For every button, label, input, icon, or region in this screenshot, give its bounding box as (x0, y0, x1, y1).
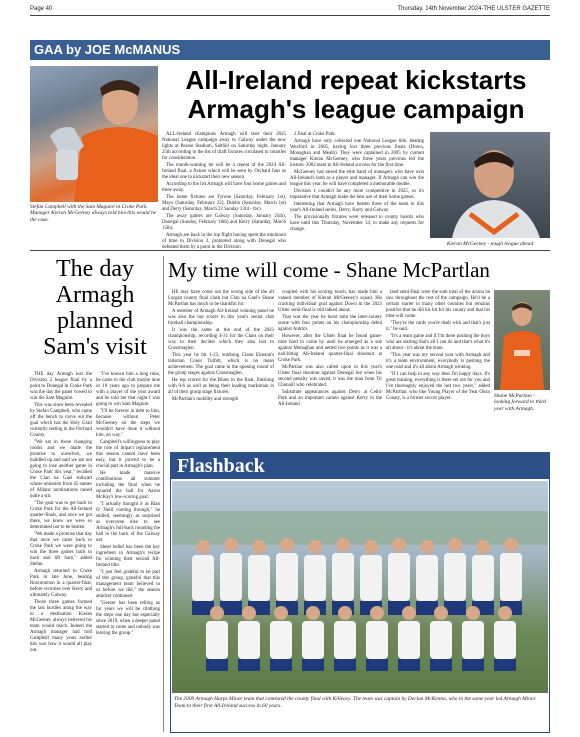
column-divider (163, 256, 164, 732)
main-col2-para: 2 final at Croke Park. (294, 132, 336, 137)
story-divider (30, 250, 550, 251)
sam-col2-para: "I just feel grateful to be part of this group, grateful that this management team believed in us before we did," the season attacker continued. (96, 570, 160, 599)
sam-col1-para: Armagh returned to Croke Park in late June, beating Roscommon in a quarter-final, before victories over Kerry and ultimately Galway. (30, 569, 92, 598)
main-col2-para: The provisionally fixtures were released to county boards who have until this Thursday, November 14, to make any requests for change. (290, 215, 424, 232)
mcpartlan-photo-caption: Shane McPartlan - looking forward to third year with Armagh. (494, 393, 546, 412)
sam-col2-para: Sheer belief has been the key ingredient in Armagh's recipe for winning their second All-Ireland title. (96, 545, 160, 568)
sam-col2-para: "I've known him a long time, he came to the club maybe nine or 10 years ago to prepare me with a player of the year award and he told me that night I was going to win Sam Maguire. (96, 372, 160, 407)
sam-col2-para: He made massive contributions all summer including the final when he squared the ball for Aaron McKay's low-scoring goal. (96, 471, 160, 500)
mcgeeney-caption: Kieran McGeeney - tough league ahead (446, 241, 534, 247)
sam-col1-para: "The goal was to get back to Croke Park for the All-Ireland quarter-finals, and once we got there, we knew we were so determined not to be beaten. (30, 501, 92, 530)
main-col2-para: Interesting that Armagh have beaten three of the team in this year's All-Ireland series, Derry, Kerry and Galway. (290, 202, 424, 213)
mcpartlan-col2-para: That was the year he burst onto the inter-county scene with four points on his championship debut against Antrim. (278, 315, 382, 332)
mcpartlan-col2-para: However, after the Ulster final he found game-time hard to come by until he emerged as a sub against Monaghan and netted two points as it was a nail-biting All-Ireland quarter-final shootout at Croke Park. (278, 334, 382, 363)
sam-col1-para: This was since been revealed by Stefan Campbell, who came off the bench to carve out the goal which has the Holy Grail currently resting in the Orchard County. (30, 403, 92, 438)
publication-date: Thursday, 14th November 2024-THE ULSTER GAZETTE (397, 6, 550, 12)
main-headline-line1: All-Ireland repeat kickstarts (185, 65, 527, 95)
main-col1-para: Armagh are back in the top flight having spent the minimum of time in Division 2, promoted along with Donegal who defeated them by a point in the Division (162, 233, 286, 250)
main-story-col-2 (290, 132, 424, 242)
mcpartlan-photo (494, 290, 550, 390)
sam-col2-para: Campbell's willingness to play the role of impact replacement this season cannot have been easy, but it proved to be a crucial part in Armagh's plan. (96, 440, 160, 469)
folio-rule (30, 15, 550, 16)
mcpartlan-col3-para: land semi-final were the sum total of the action he saw throughout the rest of the campaign. He'd be a certain starter in many other counties but remains positive that he did his bit for his county and that his time will come. (386, 290, 490, 319)
mcpartlan-col-3 (386, 290, 490, 450)
main-col1-para: According to the list Armagh will have four home games and three away. (162, 182, 286, 193)
mcpartlan-col1-para: A member of Armagh All-Ireland winning panel he was also the top scorer in this year's senior club football championship. (168, 309, 274, 326)
campbell-photo-caption: Stefan Campbell with the Sam Maguire in Croke Park. Manager Kieran McGeeney always told him this would be the case. (30, 204, 157, 223)
mcpartlan-col3-para: "If I can help in any way then I'm happy days. It's great training, everything is there set out for you and I've thoroughly enjoyed the last two years," added McPartlan, who like Young Player of the Year Oisin Conaty, is a former soccer player. (386, 372, 490, 401)
sam-col1-para: Those three games formed the last hurdles along the way to a destination Kieran McGeeney always believed his team would reach. Indeed the Armagh manager had told Campbell many years earlier this was how it would all play out. (30, 600, 92, 653)
main-col2-para: McGeeney has raised the elite band of managers who have won All-Ireland's both as a player and manager. If Armagh can win the league this year, he will have completed a memorable double. (290, 170, 424, 187)
sam-col2-para: "I actually thought it as Rian O' Neill coming through," he smiled, seemingly as surprised as everyone else to see Armagh's full-back rounding the ball to the back of the Galway net. (96, 502, 160, 543)
mcpartlan-col-2 (278, 290, 382, 450)
main-col1-para: The away games are Galway (Saturday, January 25th), Donegal (Sunday, February 16th) and Kerry (Saturday, March 15th). (162, 214, 286, 231)
sam-visit-col-1 (30, 372, 92, 732)
mcpartlan-col2-para: McPartlan was also called upon in this year's Ulster final shootout against Donegal but when his second penalty was saved, it was the man from Tir Chonaill who celebrated. (278, 365, 382, 388)
sam-col1-para: "We made a promise that day that once we came back to Croke Park we were going to win the three games back to back and lift Sam," added Stefan. (30, 532, 92, 567)
mcpartlan-col3-para: "It's a team game and if I'm there pushing the boys who are starting that's all I can do and that's what it's all about - it's about the team. (386, 334, 490, 351)
sam-col1-para: THE day Armagh lost the Division 2 league final by a point to Donegal in Croke Park was the day the panel vowed to win the Sam Maguire. (30, 372, 92, 401)
main-col2-para: Division 1 couldn't be any more competitive in 2025, so it's imperative that Armagh make the best use of their home games. (290, 189, 424, 200)
main-headline-line2: Armagh's league campaign (187, 94, 525, 124)
sam-col2-para: "I'll be forever in debt to him, because without Peter McGeeney on the steps we wouldn't have done it without him, no way." (96, 409, 160, 438)
sam-visit-col-2 (96, 372, 160, 732)
flashback-caption: The 2009 Armagh Harps Minor team that contested the county final with Killeavy. The team was captain by Declan McKenna, who in the same year led Armagh Minor Team to their first All-Ireland success in 60 years. (174, 696, 536, 709)
mcpartlan-col-1 (168, 290, 274, 450)
main-col1-para: The home fixtures are Tyrone (Saturday, February 1st), Mayo (Saturday, February 22), Dublin (Saturday, March 1st) and Derry (Saturday, March 22 Sunday 23rd - tbc). (162, 195, 286, 212)
section-banner: GAA by JOE McMANUS (30, 40, 550, 60)
sam-col2-para: "Geezer has been telling us for years we will be climbing the steps one day but especially since 2019, when a deeper panel started to come and nobody was leaving the group." (96, 601, 160, 636)
main-col1-para: The month-warning tie will be a repeat of the 2024 All-Ireland final, a fixture which will be seen by Orchard fans as the ideal one to kickstart their new season. (162, 163, 286, 180)
sam-visit-headline: The day Armagh planned Sam's visit (43, 256, 147, 360)
mcpartlan-col1-para: HE may have come out the wrong side of the all Lurgan county final clash but Clan na Gael's Shane McPartlan has much to be thankful for. (168, 290, 274, 307)
mcpartlan-col1-para: He top scored for the Blues in the final, finishing with 0-6 as well as being their leading marksman in all of their group stage fixtures. (168, 378, 274, 395)
mcpartlan-col2-para: coupled with his scoring touch, has made him a valued member of Kieran McGeeney's squad. His cracking individual goal against Down in the 2023 Ulster semi-final is still talked about. (278, 290, 382, 313)
mcpartlan-col1-para: It was the same at the end of the 2023 championship, recording 4-31 for the Clans on their way to their decider which they also lost to Crossmaglen. (168, 328, 274, 351)
mcpartlan-col3-para: "They're the cards you're dealt with and that's just it," he said. (386, 321, 490, 332)
campbell-celebration-photo (30, 66, 158, 202)
mcpartlan-col2-para: Substitute appearances against Derry at Celtic Park and an important cameo against Kerry in the All-Ireland (278, 390, 382, 407)
main-story-col-1 (162, 132, 286, 250)
mcpartlan-col3-para: "This year was my second year with Armagh and it's a team environment, everybody is pushing the one road and it's all about Armagh winning. (386, 353, 490, 370)
sam-col1-para: "We sat in those changing rooms and we made the promise to ourselves, we huddled up and said we are not going to lose another game in Croke Park this year," recalled the Clan na Gael stalwart whose omission from 45 names of Allianz nominations raised quite a stir. (30, 440, 92, 499)
flashback-team-photo (172, 481, 548, 693)
main-col2-para: Armagh have only collected one National League title, beating Wexford in 2005, having lost three previous finals (Down, Monaghan and Meath). They were captained in 2005 by current manager Kieran McGeeney, who three years previous led the historic 2002 team to All-Ireland success for the first time. (290, 139, 424, 168)
mcpartlan-headline: My time will come - Shane McPartlan (168, 258, 490, 282)
main-col1-para: ALL-Ireland champions Armagh will start their 2025 National League campaign away to Galway under the new lights at Pearse Stadium, Salthill on Saturday night, January 25th according to the list of draft fixtures circulated to counties for consideration. (162, 132, 286, 161)
mcpartlan-col1-para: McPartlan's mobility and strength (172, 397, 239, 402)
mcgeeney-photo (430, 132, 550, 238)
mcpartlan-col1-para: This year he hit 1-23, outdoing Clann Eireann's talisman Conor Turbitt, which is no mean achievement. The goal came in the opening round of the group stages against Crossmaglen. (168, 353, 274, 376)
flashback-title: Flashback (171, 453, 549, 479)
page-number: Page 40 (30, 6, 53, 12)
